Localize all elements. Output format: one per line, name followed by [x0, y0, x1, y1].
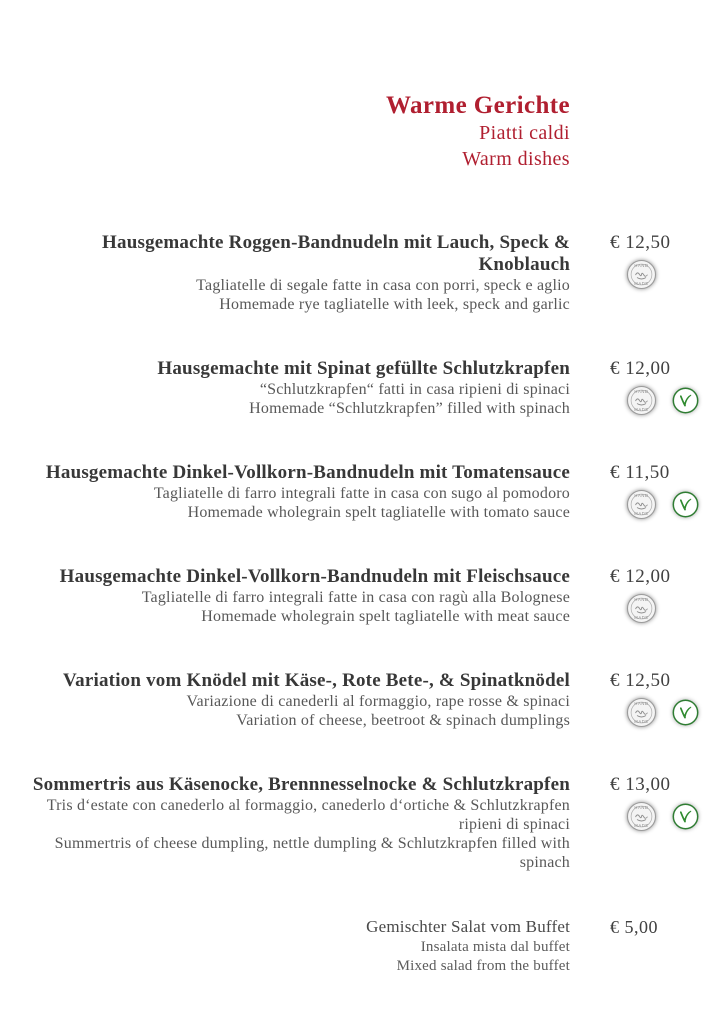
svg-text:MADE: MADE: [634, 719, 649, 725]
dish-price: € 13,00: [610, 774, 671, 795]
handmade-seal-icon: [626, 259, 657, 290]
dish-description-italian: “Schlutzkrapfen“ fatti in casa ripieni di spinaci: [259, 381, 570, 398]
side-item-description-italian: Insalata mista dal buffet: [420, 939, 570, 955]
side-item-row: [0, 916, 724, 976]
svg-text:MADE: MADE: [634, 511, 649, 517]
svg-text:MADE: MADE: [634, 823, 649, 829]
dish-list: [0, 232, 724, 872]
menu-title-italian: Piatti caldi: [479, 122, 570, 144]
handmade-seal-icon: [626, 489, 657, 520]
vegetarian-check-icon: [672, 699, 699, 726]
dish-row: [0, 358, 724, 418]
svg-text:MADE: MADE: [634, 281, 649, 287]
svg-text:HAND: HAND: [634, 263, 649, 269]
svg-text:MADE: MADE: [634, 407, 649, 413]
dish-description-italian: Tagliatelle di farro integrali fatte in casa con ragù alla Bolognese: [141, 589, 570, 606]
dish-row: [0, 462, 724, 522]
dish-row: [0, 774, 724, 872]
handmade-seal-icon: [626, 697, 657, 728]
svg-text:HAND: HAND: [634, 805, 649, 811]
vegetarian-check-icon: [672, 491, 699, 518]
dish-description-italian: Tris d‘estate con canederlo al formaggio, canederlo d‘ortiche & Schlutzkrapfen ripieni di spinaci: [46, 797, 570, 833]
dish-row: [0, 566, 724, 626]
svg-text:HAND: HAND: [634, 701, 649, 707]
dish-row: [0, 232, 724, 314]
menu-header: [0, 92, 570, 172]
dish-description-italian: Tagliatelle di farro integrali fatte in casa con sugo al pomodoro: [153, 485, 570, 502]
dish-name: Hausgemachte Dinkel-Vollkorn-Bandnudeln mit Fleischsauce: [59, 566, 570, 587]
dish-description-english: Homemade rye tagliatelle with leek, speck and garlic: [219, 296, 570, 313]
dish-description-english: Homemade wholegrain spelt tagliatelle with meat sauce: [201, 608, 570, 625]
vegetarian-check-icon: [672, 803, 699, 830]
svg-text:HAND: HAND: [634, 493, 649, 499]
dish-description-english: Homemade wholegrain spelt tagliatelle with tomato sauce: [187, 504, 570, 521]
dish-name: Hausgemachte mit Spinat gefüllte Schlutzkrapfen: [157, 358, 570, 379]
handmade-seal-icon: [626, 385, 657, 416]
svg-text:MADE: MADE: [634, 615, 649, 621]
side-item-description-english: Mixed salad from the buffet: [396, 958, 570, 974]
dish-price: € 11,50: [610, 462, 670, 483]
handmade-seal-icon: [626, 593, 657, 624]
dish-name: Hausgemachte Dinkel-Vollkorn-Bandnudeln mit Tomatensauce: [45, 462, 570, 483]
dish-description-italian: Tagliatelle di segale fatte in casa con porri, speck e aglio: [196, 277, 570, 294]
dish-description-english: Variation of cheese, beetroot & spinach dumplings: [236, 712, 570, 729]
dish-price: € 12,00: [610, 566, 671, 587]
dish-name: Variation vom Knödel mit Käse-, Rote Bete-, & Spinatknödel: [62, 670, 570, 691]
svg-text:HAND: HAND: [634, 597, 649, 603]
side-item-price: € 5,00: [610, 917, 658, 937]
dish-description-italian: Variazione di canederli al formaggio, rape rosse & spinaci: [186, 693, 570, 710]
dish-description-english: Homemade “Schlutzkrapfen” filled with spinach: [249, 400, 570, 417]
dish-name: Sommertris aus Käsenocke, Brennnesselnocke & Schlutzkrapfen: [32, 774, 570, 795]
dish-name: Hausgemachte Roggen-Bandnudeln mit Lauch, Speck & Knoblauch: [102, 232, 570, 275]
dish-price: € 12,00: [610, 358, 671, 379]
menu-title-english: Warm dishes: [462, 148, 570, 170]
vegetarian-check-icon: [672, 387, 699, 414]
dish-price: € 12,50: [610, 670, 671, 691]
dish-description-english: Summertris of cheese dumpling, nettle dumpling & Schlutzkrapfen filled with spinach: [54, 835, 570, 871]
dish-row: [0, 670, 724, 730]
handmade-seal-icon: [626, 801, 657, 832]
side-item-name: Gemischter Salat vom Buffet: [366, 917, 570, 936]
menu-title-german: Warme Gerichte: [386, 92, 570, 119]
svg-text:HAND: HAND: [634, 389, 649, 395]
dish-price: € 12,50: [610, 232, 671, 253]
